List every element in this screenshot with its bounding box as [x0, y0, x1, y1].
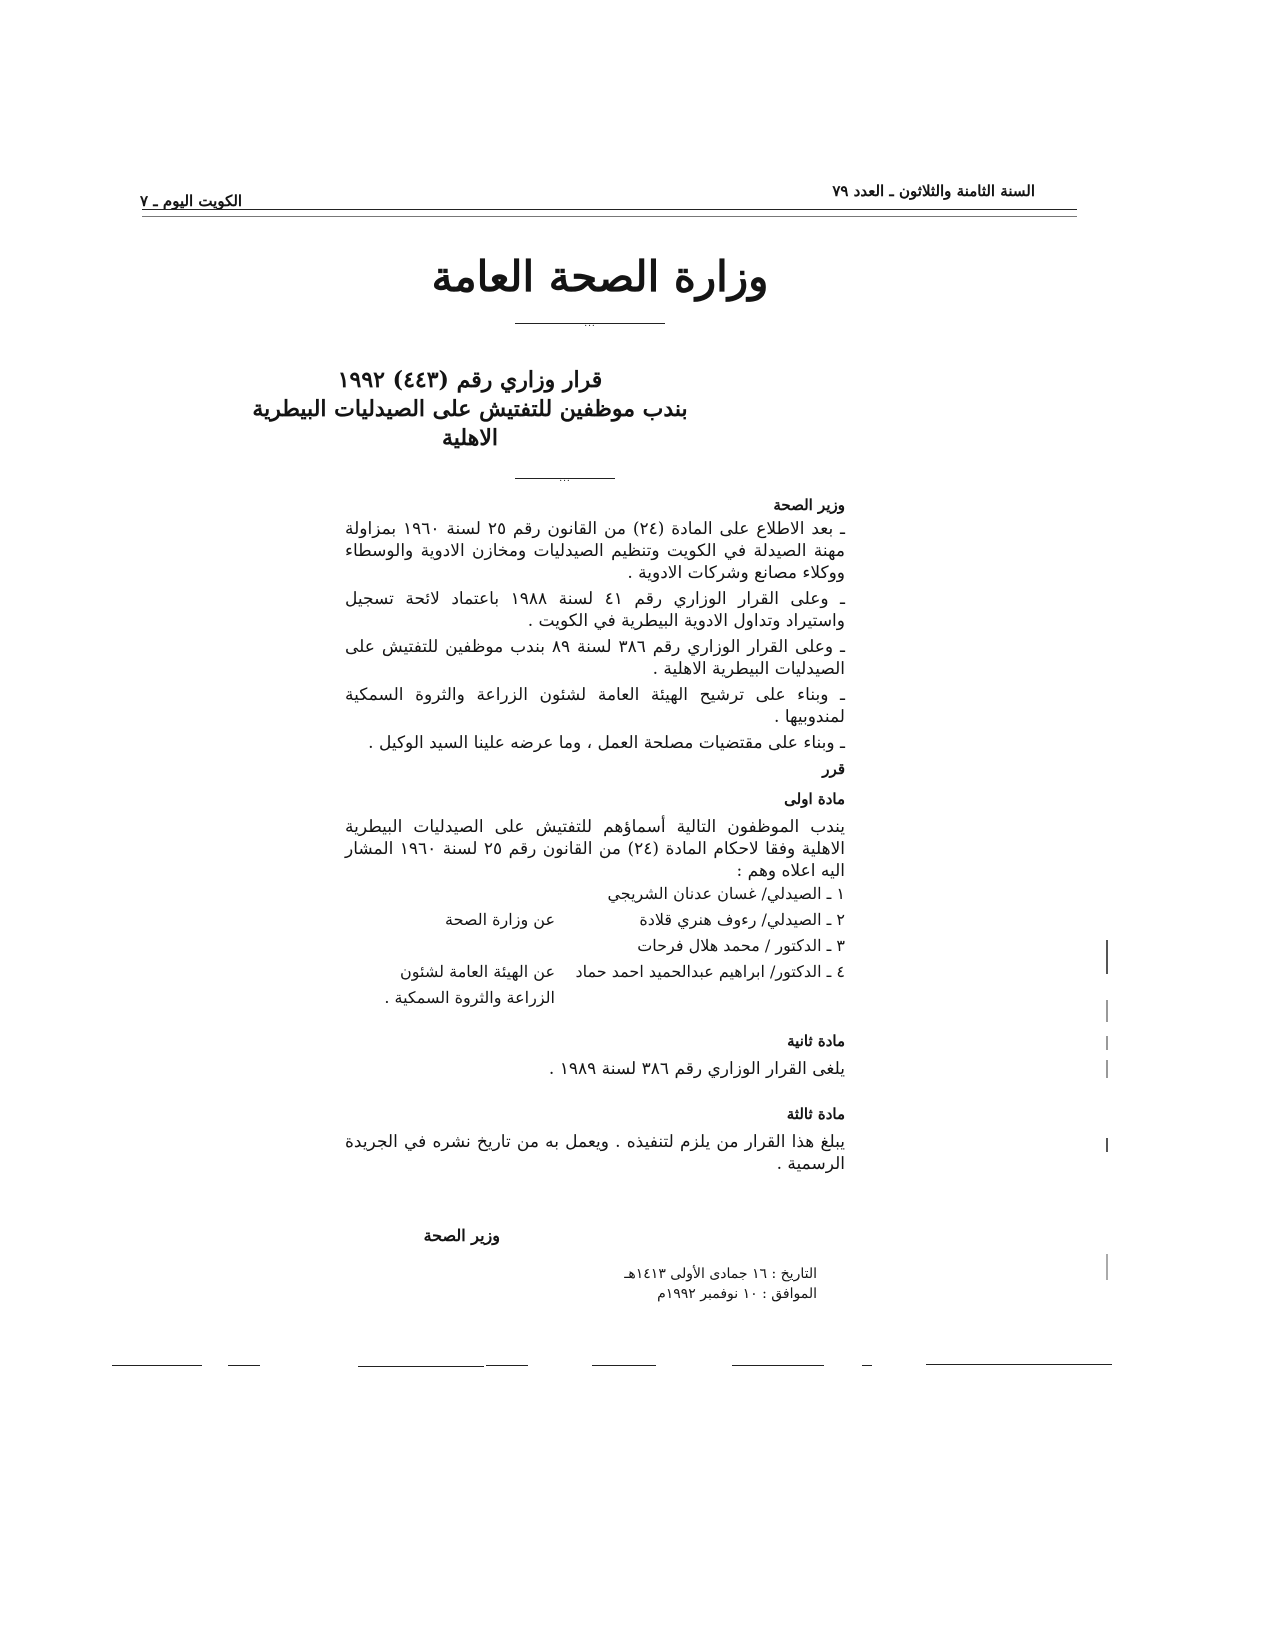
article-2 [345, 1030, 845, 1084]
list-item [305, 908, 845, 934]
ornament-divider [515, 318, 665, 330]
ornament-dots: ... [584, 319, 596, 329]
footer-rule-segment [592, 1365, 656, 1366]
decided-heading: قرر [822, 760, 845, 778]
delegate-org: عن الهيئة العامة لشئون [400, 962, 555, 981]
scan-mark [1106, 1060, 1108, 1078]
footer-rule-segment [228, 1365, 260, 1366]
running-header-left: الكويت اليوم ـ ٧ [140, 192, 243, 210]
preamble-paragraph: ـ وبناء على مقتضيات مصلحة العمل ، وما عرضه علينا السيد الوكيل . [368, 733, 845, 753]
footer-rule-segment [486, 1365, 528, 1366]
decree-title: قرار وزاري رقم (٤٤٣) ١٩٩٢ [337, 367, 603, 393]
date-gregorian: الموافق : ١٠ نوفمبر ١٩٩٢م [657, 1286, 817, 1302]
ministry-masthead: وزارة الصحة العامة [431, 252, 769, 301]
article-3-heading: مادة ثالثة [786, 1105, 845, 1123]
scan-mark [1106, 1254, 1108, 1280]
list-item [305, 934, 845, 960]
minister-signature: وزير الصحة [423, 1226, 500, 1245]
scan-mark [1106, 940, 1108, 974]
delegate-name: ١ ـ الصيدلي/ غسان عدنان الشريجي [607, 884, 845, 903]
delegate-name: ٤ ـ الدكتور/ ابراهيم عبدالحميد احمد حماد [575, 962, 845, 981]
preamble-paragraph: ـ بعد الاطلاع على المادة (٢٤) من القانون رقم ٢٥ لسنة ١٩٦٠ بمزاولة مهنة الصيدلة في الكويت وتنظيم الصيدليات ومخازن الادوية والوسطاء ووكلاء مصانع وشركات الادوية . [345, 519, 845, 583]
ornament-dots: ... [559, 474, 571, 484]
decree-subtitle-line1: بندب موظفين للتفتيش على الصيدليات البيطرية [252, 396, 688, 422]
article-3-text: يبلغ هذا القرار من يلزم لتنفيذه . ويعمل به من تاريخ نشره في الجريدة الرسمية . [345, 1132, 845, 1174]
list-item [305, 882, 845, 908]
footer-rule-segment [926, 1364, 1112, 1365]
date-hijri: التاريخ : ١٦ جمادى الأولى ١٤١٣هـ [624, 1266, 817, 1282]
footer-rule-segment [732, 1365, 824, 1366]
preamble-heading: وزير الصحة [773, 496, 845, 514]
delegate-name: ٢ ـ الصيدلي/ رءوف هنري قلادة [639, 910, 845, 929]
delegate-org: عن وزارة الصحة [444, 910, 555, 929]
footer-rule-segment [358, 1366, 484, 1367]
date-block [624, 1264, 817, 1304]
article-2-heading: مادة ثانية [787, 1032, 845, 1050]
header-rule [142, 209, 1077, 210]
preamble-paragraph: ـ وعلى القرار الوزاري رقم ٣٨٦ لسنة ٨٩ بندب موظفين للتفتيش على الصيدليات البيطرية الاهلية . [345, 637, 846, 679]
article-1 [345, 788, 845, 886]
ornament-divider [515, 473, 615, 485]
scan-mark [1106, 1036, 1108, 1050]
preamble-paragraph: ـ وعلى القرار الوزاري رقم ٤١ لسنة ١٩٨٨ باعتماد لائحة تسجيل واستيراد وتداول الادوية البيطرية في الكويت . [345, 589, 846, 631]
footer-rule-segment [862, 1365, 872, 1366]
delegates-list [305, 882, 845, 1012]
delegate-org: الزراعة والثروة السمكية . [384, 988, 555, 1007]
scan-mark [1106, 1000, 1108, 1022]
decree-subtitle-line2: الاهلية [442, 425, 498, 451]
article-2-text: يلغى القرار الوزاري رقم ٣٨٦ لسنة ١٩٨٩ . [548, 1059, 845, 1079]
article-1-text: يندب الموظفون التالية أسماؤهم للتفتيش على الصيدليات البيطرية الاهلية وفقا لاحكام المادة (٢٤) من القانون رقم ٢٥ لسنة ١٩٦٠ المشار اليه اعلاه وهم : [345, 817, 845, 881]
article-3 [345, 1103, 845, 1179]
preamble [345, 494, 845, 780]
list-item [305, 986, 845, 1012]
delegate-name: ٣ ـ الدكتور / محمد هلال فرحات [637, 936, 845, 955]
preamble-paragraph: ـ وبناء على ترشيح الهيئة العامة لشئون الزراعة والثروة السمكية لمندوبيها . [345, 685, 845, 727]
footer-rule-segment [112, 1365, 202, 1366]
list-item [305, 960, 845, 986]
decree-title-block [210, 366, 730, 453]
running-header-right: السنة الثامنة والثلاثون ـ العدد ٧٩ [832, 182, 1035, 200]
article-1-heading: مادة اولى [784, 790, 845, 808]
header-rule-secondary [142, 216, 1077, 217]
scan-mark [1106, 1138, 1108, 1152]
